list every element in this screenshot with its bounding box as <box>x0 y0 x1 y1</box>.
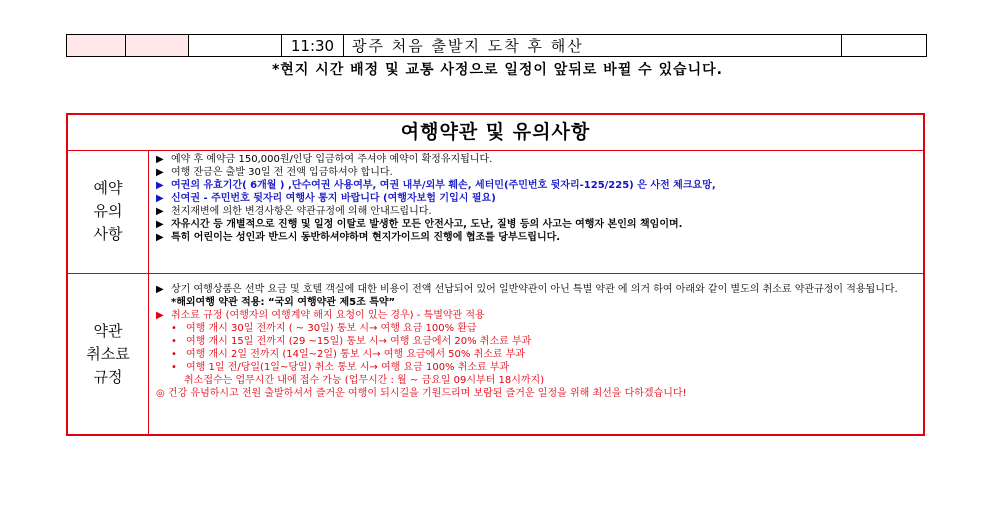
arrow-bullet-icon: ▶ <box>156 284 164 295</box>
cancellation-intro: 상기 여행상품은 선박 요금 및 호텔 객실에 대한 비용이 전액 선납되어 있어 일반약관이 아닌 특별 약관 에 의거 하여 아래와 같이 별도의 취소료 약관규정이 적용됩니다. <box>171 284 898 295</box>
list-item: • 여행 개시 30일 전까지 ( ~ 30일) 통보 시→ 여행 요금 100% 환급 <box>171 323 477 334</box>
dot-bullet-icon: • <box>171 349 177 360</box>
list-item <box>156 283 917 296</box>
terms-title: 여행약관 및 유의사항 <box>68 115 923 151</box>
list-item: • 여행 개시 2일 전까지 (14일~2일) 통보 시→ 여행 요금에서 50% 취소료 부과 <box>171 349 526 360</box>
meal-cell <box>842 35 927 57</box>
list-item: ▶ 여행 잔금은 출발 30일 전 전액 입금하셔야 합니다. <box>156 167 393 178</box>
transport-cell <box>189 35 282 57</box>
schedule-cell: 광주 처음 출발지 도착 후 해산 <box>344 35 842 57</box>
precautions-section <box>68 150 923 273</box>
office-hours: 취소접수는 업무시간 내에 접수 가능 (업무시간 : 월 ~ 금요일 09시부터 18시까지) <box>184 375 545 386</box>
label-line: 약관 <box>93 321 123 340</box>
list-item: ▶ 자유시간 등 개별적으로 진행 및 일정 이탈로 발생한 모든 안전사고, 도난, 질병 등의 사고는 여행자 본인의 책임이며. <box>156 219 683 230</box>
cancellation-list <box>156 283 917 400</box>
dot-bullet-icon: • <box>171 323 177 334</box>
cancellation-label <box>68 274 149 434</box>
closing-message: ◎ 건강 유념하시고 전원 출발하셔서 즐거운 여행이 되시길을 기원드리며 보람된 즐거운 일정을 위해 최선을 다하겠습니다! <box>156 388 687 399</box>
dot-bullet-icon: • <box>171 336 177 347</box>
list-item: ▶ 특히 어린이는 성인과 반드시 동반하셔야하며 현지가이드의 진행에 협조를 당부드립니다. <box>156 232 561 243</box>
precautions-label <box>68 150 149 273</box>
label-line: 규정 <box>93 367 123 386</box>
itinerary-table <box>66 34 927 57</box>
list-item: • 여행 개시 15일 전까지 (29 ~15일) 통보 시→ 여행 요금에서 20% 취소료 부과 <box>171 336 532 347</box>
list-item: • 여행 1일 전/당일(1일~당일) 취소 통보 시→ 여행 요금 100% 취소료 부과 <box>171 362 510 373</box>
dot-bullet-icon: • <box>171 362 177 373</box>
cancellation-section <box>68 273 923 434</box>
day-cell <box>67 35 126 57</box>
precautions-list <box>156 153 917 244</box>
time-cell: 11:30 <box>282 35 344 57</box>
arrow-bullet-icon: ▶ <box>156 206 164 217</box>
arrow-bullet-icon: ▶ <box>156 219 164 230</box>
arrow-bullet-icon: ▶ <box>156 310 164 321</box>
list-item: ▶ 천지재변에 의한 변경사항은 약관규정에 의해 안내드립니다. <box>156 206 432 217</box>
terms-box <box>66 113 925 436</box>
rule-title: 취소료 규정 (여행자의 여행계약 해지 요청이 있는 경우) - 특별약관 적용 <box>171 310 485 321</box>
arrow-bullet-icon: ▶ <box>156 154 164 165</box>
label-line: 취소료 <box>86 344 130 363</box>
label-line: 사항 <box>93 225 123 243</box>
label-line: 예약 <box>93 179 123 197</box>
list-item: ▶ 신여권 - 주민번호 뒷자리 여행사 통지 바랍니다 (여행자보험 기입시 필요) <box>156 193 496 204</box>
table-row <box>67 35 927 57</box>
label-line: 유의 <box>93 202 123 220</box>
list-item: ▶ 예약 후 예약금 150,000원/인당 입금하여 주셔야 예약이 확정유지됩니다. <box>156 154 493 165</box>
list-item <box>156 309 917 322</box>
arrow-bullet-icon: ▶ <box>156 167 164 178</box>
applied-terms: *해외여행 약관 적용: “국외 여행약관 제5조 특약” <box>171 297 396 308</box>
arrow-bullet-icon: ▶ <box>156 193 164 204</box>
schedule-notice: *현지 시간 배정 및 교통 사정으로 일정이 앞뒤로 바뀔 수 있습니다. <box>271 62 723 78</box>
arrow-bullet-icon: ▶ <box>156 232 164 243</box>
place-cell <box>126 35 189 57</box>
arrow-bullet-icon: ▶ <box>156 180 164 191</box>
list-item: ▶ 여권의 유효기간( 6개월 ) ,단수여권 사용여부, 여권 내부/외부 훼손, 세터민(주민번호 뒷자리-125/225) 은 사전 체크요망, <box>156 180 716 191</box>
